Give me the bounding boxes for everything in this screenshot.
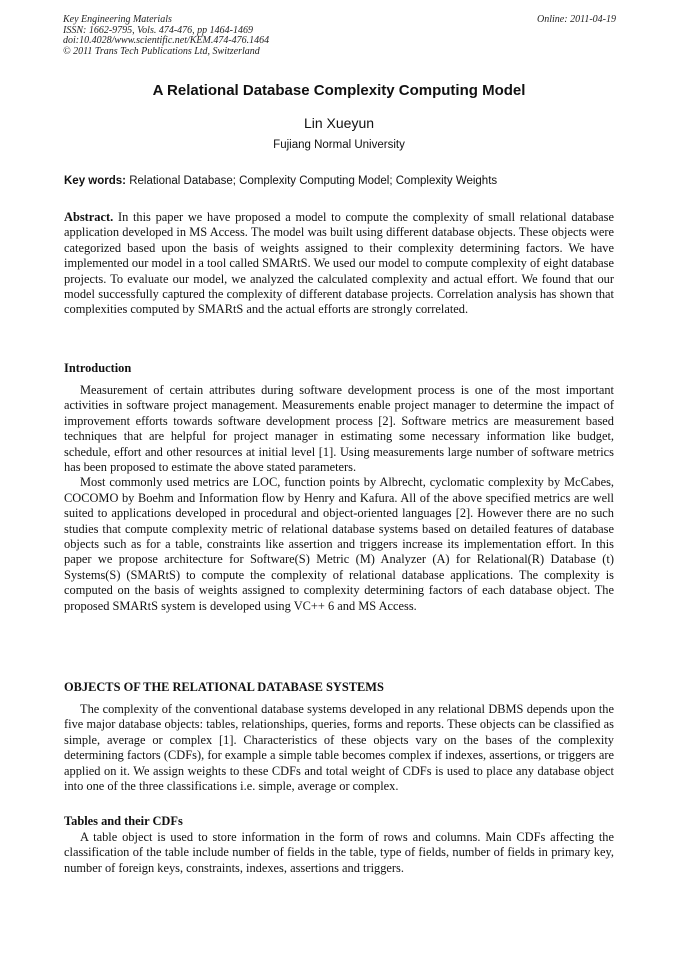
objects-body <box>64 702 614 794</box>
objects-heading: OBJECTS OF THE RELATIONAL DATABASE SYSTEMS <box>64 680 384 694</box>
author-name: Lin Xueyun <box>303 115 375 131</box>
journal-header <box>63 15 269 57</box>
doi-line: doi:10.4028/www.scientific.net/KEM.474-476.1464 <box>63 35 270 47</box>
keywords-label: Key words: <box>64 175 126 187</box>
tables-body <box>64 830 614 876</box>
journal-name: Key Engineering Materials <box>63 14 172 25</box>
abstract-label: Abstract. <box>64 210 114 224</box>
paper-title: A Relational Database Complexity Computing Model <box>152 82 526 99</box>
online-date: Online: 2011-04-19 <box>537 14 616 25</box>
issn-line: ISSN: 1662-9795, Vols. 474-476, pp 1464-1469 <box>63 24 253 36</box>
abstract-block <box>64 210 614 318</box>
keywords-line <box>64 175 616 187</box>
introduction-body <box>64 383 614 614</box>
introduction-heading: Introduction <box>64 361 132 375</box>
copyright-line: © 2011 Trans Tech Publications Ltd, Switzerland <box>63 45 260 57</box>
affiliation: Fujiang Normal University <box>273 139 405 151</box>
abstract-text: In this paper we have proposed a model to compute the complexity of small relational database application developed in MS Access. The model was built using different database objects. These objects were categorized based upon the basis of weights assigned to their complexity determining factors. We have implemented our model in a tool called SMARtS. We used our model to compute complexity of eight database projects. To evaluate our model, we analyzed the calculated complexity and actual effort. We found that our model successfully captured the complexity of different database projects. Correlation analysis has shown that complexities computed by SMARtS and the actual efforts are strongly correlated. <box>64 210 614 317</box>
tables-paragraph-1: A table object is used to store information in the form of rows and columns. Main CDFs affecting the classification of the table include number of fields in the table, type of fields, number of fields in primary key, number of foreign keys, constraints, indexes, assertions and triggers. <box>64 830 614 875</box>
introduction-paragraph-1: Measurement of certain attributes during software development process is one of the most important activities in software project management. Measurements enable project manager to determine the impact of improvement efforts towards software development process [2]. Software metrics are measurement based techniques that are helpful for project manager in estimating some necessary information like budget, schedule, effort and other resources at initial level [1]. Using measurements large number of software metrics has been proposed to estimate the above stated parameters. <box>64 383 614 475</box>
objects-paragraph-1: The complexity of the conventional database systems developed in any relational DBMS depends upon the five major database objects: tables, relationships, queries, forms and reports. These objects can be classified as simple, average or complex [1]. Characteristics of these objects vary on the bases of the complexity determining factors (CDFs), for example a simple table becomes complex if indexes, assertions, or triggers are applied on it. We assign weights to these CDFs and total weight of CDFs is used to place any database object into one of the three classifications i.e. simple, average or complex. <box>64 702 614 794</box>
tables-heading: Tables and their CDFs <box>64 814 183 828</box>
keywords-text: Relational Database; Complexity Computing Model; Complexity Weights <box>126 175 498 187</box>
introduction-paragraph-2: Most commonly used metrics are LOC, function points by Albrecht, cyclomatic complexity by McCabes, COCOMO by Boehm and Information flow by Henry and Kafura. All of the above specified metrics are well suited to applications developed in procedural and object-oriented languages [2]. However there are no such studies that compute complexity metric of relational database systems based on detailed features of database objects such as for a table, constraints like assertion and triggers increase its implementation effort. In this paper we propose architecture for Software(S) Metric (M) Analyzer (A) for Relational(R) Database (t) Systems(S) (SMARtS) to compute the complexity of relational database applications. The complexity is computed on the basis of weights assigned to complexity determining factors of each database object. The proposed SMARtS system is developed using VC++ 6 and MS Access. <box>64 475 614 613</box>
